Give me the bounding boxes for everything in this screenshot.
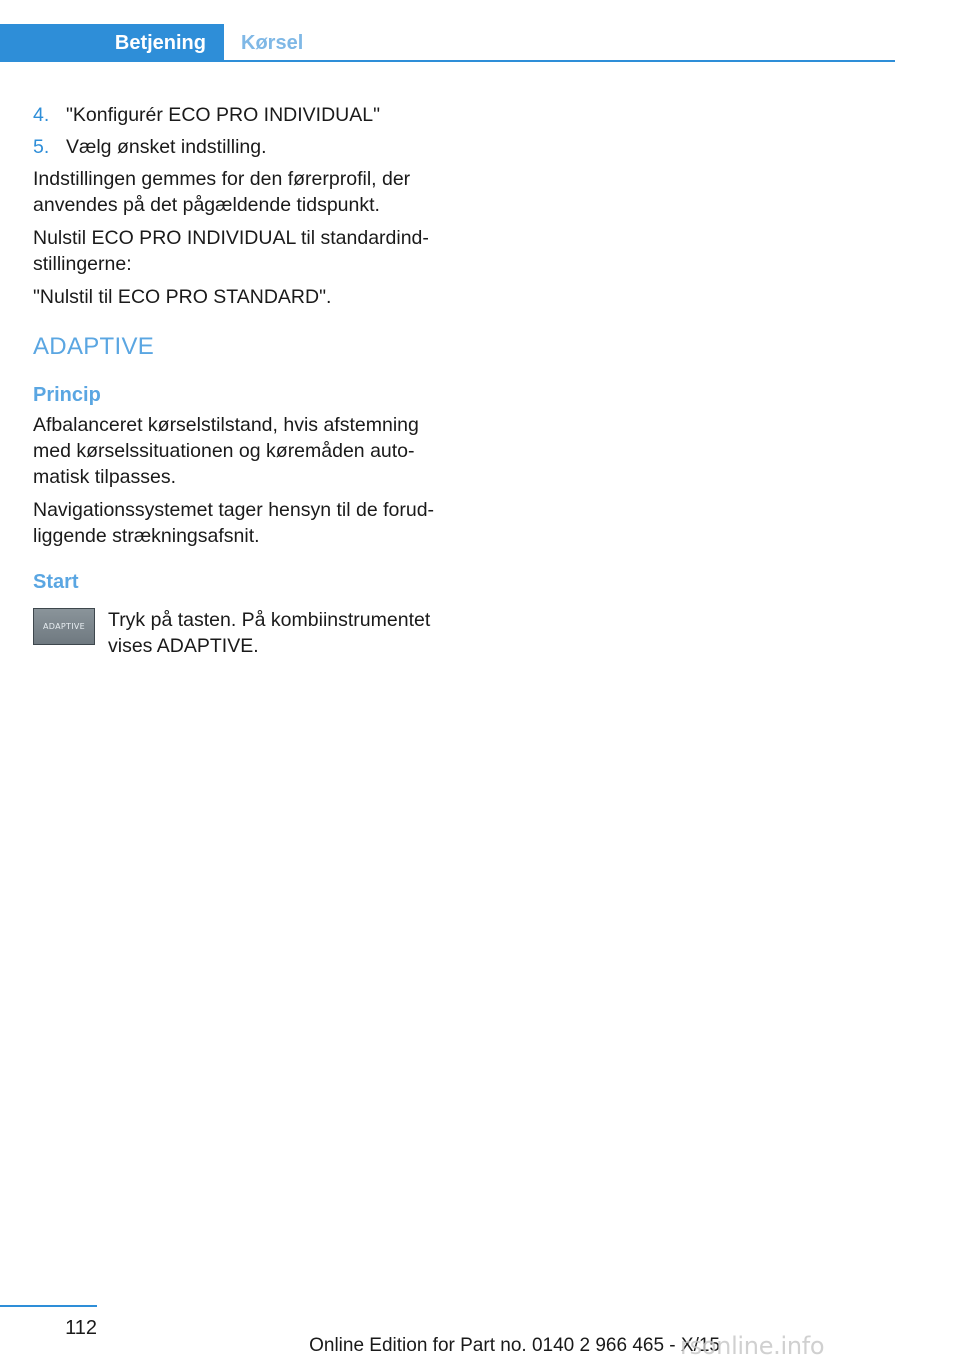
principle-paragraph-2: Navigationssystemet tager hensyn til de forudliggende strækningsafsnit. [33,499,435,547]
footer-rule [0,1305,97,1307]
chapter-tab-bar [0,24,895,62]
adaptive-button-icon [33,608,95,645]
content-column [33,102,453,659]
step-number: 5. [33,136,50,158]
edition-note: Online Edition for Part no. 0140 2 966 465 - X/15 [309,1335,720,1356]
step-4 [33,102,453,128]
step-text: "Konfigurér ECO PRO INDIVIDUAL" [66,104,381,126]
adaptive-button-label: ADAPTIVE [43,621,85,631]
section-title: ADAPTIVE [33,333,155,360]
saved-paragraph: Indstillingen gemmes for den førerprofil, der anvendes på det pågældende tidspunkt. [33,168,411,216]
step-text: Vælg ønsket indstilling. [66,136,267,158]
start-heading: Start [33,571,79,593]
step-number: 4. [33,104,50,126]
step-5 [33,134,453,160]
page-number: 112 [65,1317,97,1339]
watermark: rsonline.info [680,1332,825,1360]
principle-heading: Princip [33,384,101,406]
principle-paragraph-1: Afbalanceret kørselstilstand, hvis afstemning med kørselssituationen og køremåden automatisk tilpasses. [33,414,419,488]
tab-underline [0,60,895,62]
tab-korsel[interactable]: Kørsel [241,32,304,54]
start-text: Tryk på tasten. På kombiinstrumentet vises ADAPTIVE. [108,609,431,657]
start-instruction [33,607,453,659]
reset-action-paragraph: "Nulstil til ECO PRO STANDARD". [33,286,332,308]
reset-intro-paragraph: Nulstil ECO PRO INDIVIDUAL til standardindstillingerne: [33,227,429,275]
tab-betjening[interactable]: Betjening [0,24,224,62]
